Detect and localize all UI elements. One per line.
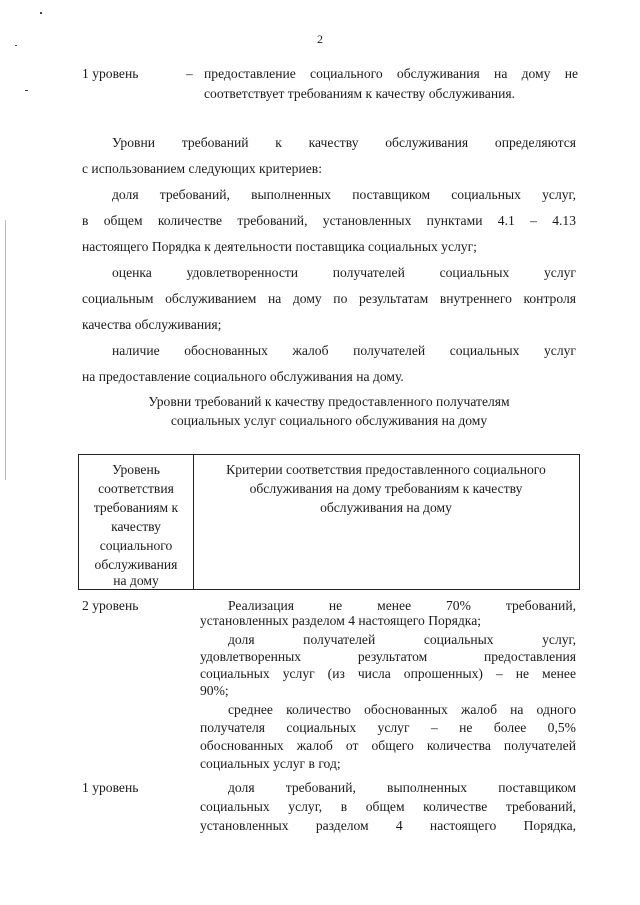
criteria-intro-line: Уровни требований к качеству обслуживания определяются bbox=[112, 135, 576, 150]
criterion-2-line: оценка удовлетворенности получателей социальных услуг bbox=[112, 265, 576, 280]
level1-intro-label: 1 уровень bbox=[82, 66, 139, 81]
scan-mark bbox=[15, 45, 17, 46]
table-header-col2-line: обслуживания на дому требованиям к качеству bbox=[249, 481, 523, 496]
criterion-3-line: на предоставление социального обслуживания на дому. bbox=[82, 369, 404, 384]
table-row-2-line: удовлетворенных результатом предоставления bbox=[200, 649, 576, 664]
table-row-1-line: социальных услуг, в общем количестве требований, bbox=[200, 799, 576, 814]
table-row-1-label: 1 уровень bbox=[82, 780, 139, 795]
scan-mark bbox=[25, 90, 28, 91]
table-title-line: социальных услуг социального обслуживания на дому bbox=[170, 413, 488, 428]
table-row-2-line: 90%; bbox=[200, 683, 229, 698]
criterion-1-line: настоящего Порядка к деятельности поставщика социальных услуг; bbox=[82, 239, 477, 254]
table-row-2-line: социальных услуг в год; bbox=[200, 756, 341, 771]
table-row-2-label: 2 уровень bbox=[82, 598, 139, 613]
table-row-2-line: получателя социальных услуг – не более 0,5% bbox=[200, 720, 576, 735]
table-header-col2-line: обслуживания на дому bbox=[320, 500, 452, 515]
table-header-col1-line: требованиям к bbox=[93, 500, 179, 515]
table-row-1-line: доля требований, выполненных поставщиком bbox=[228, 780, 576, 795]
table-row-2-line: среднее количество обоснованных жалоб на одного bbox=[228, 702, 576, 717]
criterion-1-line: в общем количестве требований, установленных пунктами 4.1 – 4.13 bbox=[82, 213, 576, 228]
table-header-col1-line: социального bbox=[99, 538, 173, 553]
table-row-2-line: установленных разделом 4 настоящего Порядка; bbox=[200, 613, 482, 628]
table-row-1-line: установленных разделом 4 настоящего Порядка, bbox=[200, 818, 576, 833]
table-row-2-line: доля получателей социальных услуг, bbox=[228, 632, 576, 647]
table-header-col1-line: обслуживания bbox=[94, 557, 178, 572]
criterion-2-line: качества обслуживания; bbox=[82, 317, 222, 332]
table-header-col1-line: на дому bbox=[113, 573, 159, 588]
criterion-1-line: доля требований, выполненных поставщиком социальных услуг, bbox=[112, 187, 576, 202]
level1-intro-dash: – bbox=[186, 66, 193, 81]
criteria-intro-line: с использованием следующих критериев: bbox=[82, 161, 322, 176]
scan-mark bbox=[40, 12, 42, 14]
scan-mark bbox=[5, 220, 6, 480]
table-header-col2-line: Критерии соответствия предоставленного социального bbox=[226, 462, 546, 477]
table-row-2-line: обоснованных жалоб от общего количества получателей bbox=[200, 738, 576, 753]
level1-intro-line: соответствует требованиям к качеству обслуживания. bbox=[204, 86, 516, 101]
level1-intro-line: предоставление социального обслуживания на дому не bbox=[204, 66, 578, 81]
table-row-2-line: Реализация не менее 70% требований, bbox=[228, 598, 576, 613]
criterion-3-line: наличие обоснованных жалоб получателей социальных услуг bbox=[112, 343, 576, 358]
table-header-col1-line: Уровень bbox=[112, 462, 160, 477]
table-header-col1-line: соответствия bbox=[98, 481, 174, 496]
table-row-2-line: социальных услуг (из числа опрошенных) – не менее bbox=[200, 666, 576, 681]
table-title-line: Уровни требований к качеству предоставленного получателям bbox=[148, 394, 510, 409]
table-header-col1-line: качеству bbox=[111, 519, 161, 534]
criterion-2-line: социальным обслуживанием на дому по результатам внутреннего контроля bbox=[82, 291, 576, 306]
page-number: 2 bbox=[317, 32, 323, 46]
